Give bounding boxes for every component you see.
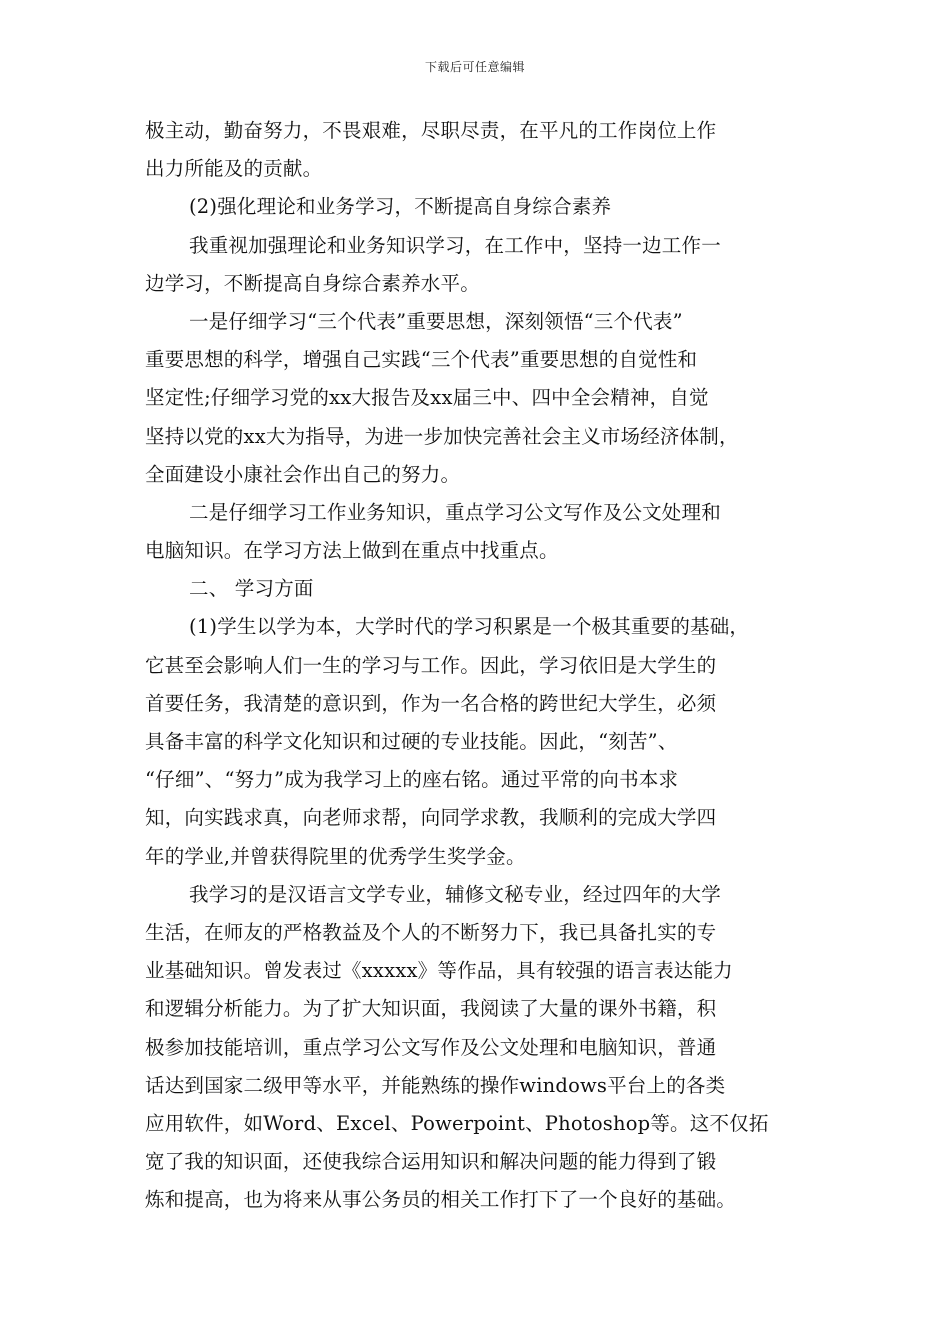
text-line: 具备丰富的科学文化知识和过硬的专业技能。因此，“刻苦”、 (145, 730, 678, 753)
text-line: 重要思想的科学，增强自己实践“三个代表”重要思想的自觉性和 (145, 348, 698, 372)
text-line: (1)学生以学为本，大学时代的学习积累是一个极其重要的基础， (189, 615, 750, 639)
text-line: 炼和提高，也为将来从事公务员的相关工作打下了一个良好的基础。 (145, 1188, 737, 1212)
text-line: 二、 学习方面 (189, 577, 314, 601)
text-line: 首要任务，我清楚的意识到，作为一名合格的跨世纪大学生，必须 (145, 691, 717, 715)
text-line: 边学习，不断提高自身综合素养水平。 (145, 271, 480, 295)
text-line: 业基础知识。曾发表过《xxxxx》等作品，具有较强的语言表达能力 (145, 959, 733, 983)
text-line: 它甚至会影响人们一生的学习与工作。因此，学习依旧是大学生的 (145, 653, 717, 677)
text-line: 极主动，勤奋努力，不畏艰难，尽职尽责，在平凡的工作岗位上作 (145, 119, 717, 142)
page-header-note: 下载后可任意编辑 (424, 60, 525, 74)
text-line: 一是仔细学习“三个代表”重要思想，深刻领悟“三个代表” (189, 309, 683, 333)
text-line: 和逻辑分析能力。为了扩大知识面，我阅读了大量的课外书籍，积 (145, 997, 717, 1021)
text-line: 话达到国家二级甲等水平，并能熟练的操作windows平台上的各类 (145, 1073, 726, 1097)
text-line: 出力所能及的贡献。 (145, 157, 323, 181)
text-line: 我重视加强理论和业务知识学习，在工作中，坚持一边工作一 (189, 233, 721, 257)
text-line: 我学习的是汉语言文学专业，辅修文秘专业，经过四年的大学 (189, 882, 721, 906)
text-line: 坚定性;仔细学习党的xx大报告及xx届三中、四中全会精神，自觉 (145, 386, 709, 410)
text-line: 极参加技能培训，重点学习公文写作及公文处理和电脑知识，普通 (145, 1035, 717, 1059)
text-line: 应用软件，如Word、Excel、Powerpoint、Photoshop等。这不仅拓 (145, 1111, 769, 1135)
text-line: “仔细”、“努力”成为我学习上的座右铭。通过平常的向书本求 (145, 768, 679, 792)
text-line: 年的学业,并曾获得院里的优秀学生奖学金。 (145, 844, 526, 868)
text-line: 知，向实践求真，向老师求帮，向同学求教，我顺利的完成大学四 (145, 806, 717, 830)
text-line: 全面建设小康社会作出自己的努力。 (145, 462, 461, 486)
document-body (145, 112, 815, 1219)
text-line: 电脑知识。在学习方法上做到在重点中找重点。 (145, 539, 559, 563)
text-line: 生活，在师友的严格教益及个人的不断努力下，我已具备扎实的专 (145, 920, 717, 944)
text-line: 坚持以党的xx大为指导，为进一步加快完善社会主义市场经济体制， (145, 424, 739, 448)
text-line: 宽了我的知识面，还使我综合运用知识和解决问题的能力得到了锻 (145, 1150, 717, 1174)
text-line: (2)强化理论和业务学习，不断提高自身综合素养 (189, 195, 612, 219)
text-line: 二是仔细学习工作业务知识，重点学习公文写作及公文处理和 (189, 500, 721, 524)
